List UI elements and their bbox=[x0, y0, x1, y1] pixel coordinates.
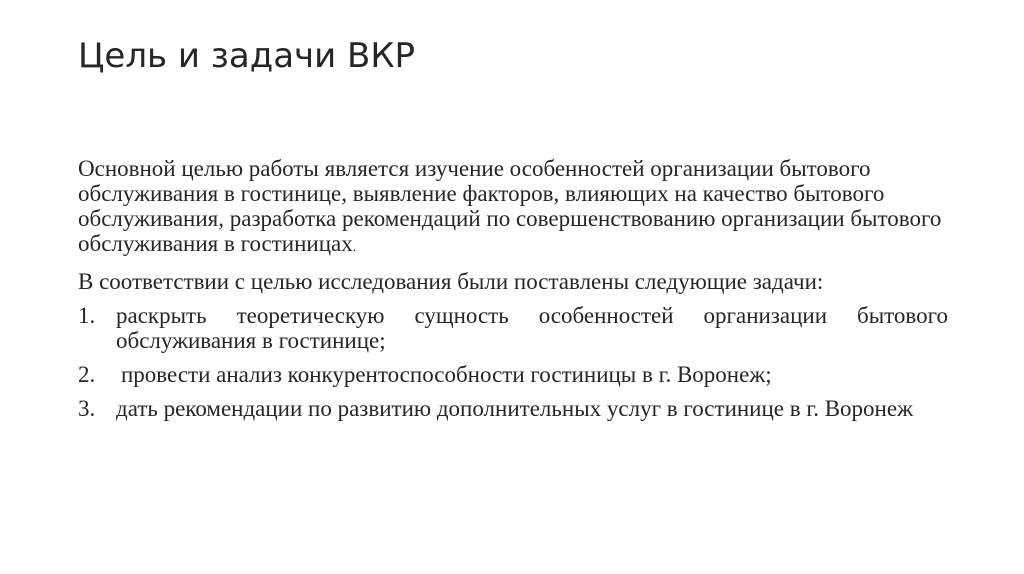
list-item-text: раскрыть теоретическую сущность особенностей организации бытового обслуживания в гостинице; bbox=[116, 303, 948, 353]
goal-paragraph bbox=[78, 156, 948, 260]
slide-title: Цель и задачи ВКР bbox=[78, 36, 416, 76]
list-item bbox=[78, 303, 948, 353]
list-item-text: дать рекомендации по развитию дополнительных услуг в гостинице в г. Воронеж bbox=[116, 396, 913, 421]
list-item-text: провести анализ конкурентоспособности гостиницы в г. Воронеж; bbox=[121, 362, 772, 387]
tasks-intro: В соответствии с целью исследования были поставлены следующие задачи: bbox=[78, 269, 824, 294]
list-item-number: 3. bbox=[78, 396, 96, 421]
list-item-number: 1. bbox=[78, 303, 96, 328]
tasks-list bbox=[78, 303, 948, 421]
goal-text: Основной целью работы является изучение особенностей организации бытового обслуживания в гостинице, выявление факторов, влияющих на качество бытового обслуживания, разработка рекомендаций по совершенствованию организации бытового обслуживания в гостиницах bbox=[78, 156, 942, 256]
goal-period: . bbox=[352, 240, 357, 255]
slide-body bbox=[78, 156, 948, 430]
list-item-number: 2. bbox=[78, 362, 96, 387]
list-item bbox=[78, 362, 948, 387]
list-item bbox=[78, 396, 948, 421]
